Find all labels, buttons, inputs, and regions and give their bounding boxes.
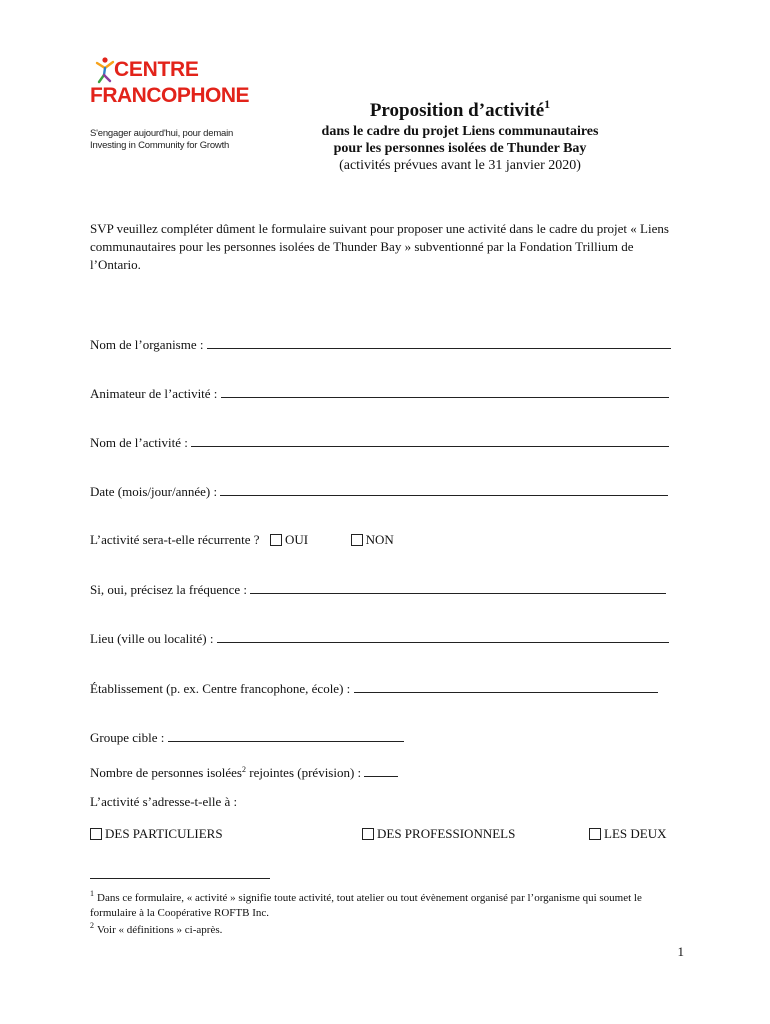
- professionnels-checkbox[interactable]: [362, 828, 374, 840]
- logo-tagline: [90, 128, 260, 152]
- organisme-input-line[interactable]: [207, 336, 671, 349]
- oui-label: OUI: [285, 532, 309, 547]
- groupe-cible-input-line[interactable]: [168, 729, 404, 742]
- subtitle-line2: pour les personnes isolées de Thunder Bay: [333, 141, 587, 156]
- lieu-input-line[interactable]: [217, 630, 669, 643]
- field-animateur: Animateur de l’activité :: [90, 385, 669, 402]
- frequence-input-line[interactable]: [250, 581, 666, 594]
- non-label: NON: [365, 532, 394, 547]
- field-date: Date (mois/jour/année) :: [90, 483, 668, 500]
- logo-tagline-en: Investing in Community for Growth: [90, 140, 230, 151]
- field-adresse: L’activité s’adresse-t-elle à :: [90, 794, 238, 809]
- logo-line1: CENTRE: [114, 58, 199, 81]
- person-figure-icon: [94, 56, 116, 84]
- nom-activite-input-line[interactable]: [191, 434, 669, 447]
- field-etablissement: Établissement (p. ex. Centre francophone, école) :: [90, 680, 658, 697]
- title-block: [280, 92, 640, 175]
- date-input-line[interactable]: [220, 483, 668, 496]
- non-checkbox[interactable]: [351, 534, 363, 546]
- audience-option-les-deux: [589, 826, 666, 842]
- footnote-divider: [90, 878, 270, 879]
- footnote-2: $^2$ Voir « définitions » ci-après.: [90, 921, 223, 936]
- professionnels-label: DES PROFESSIONNELS: [377, 826, 516, 841]
- page-number: 1: [677, 944, 684, 959]
- title-footnote-ref: 1: [544, 97, 551, 111]
- field-recurrente: L’activité sera-t-elle récurrente ? OUI NON: [90, 532, 394, 547]
- field-frequence: Si, oui, précisez la fréquence :: [90, 581, 666, 598]
- page-title: Proposition d’activité$^1$: [369, 97, 551, 121]
- footnote-1: $^1$ Dans ce formulaire, « activité » signifie toute activité, tout atelier ou tout évènement organisé par l’organisme qui soumet le formulaire à la Coopérative ROFTB Inc.: [90, 889, 642, 919]
- animateur-input-line[interactable]: [221, 385, 669, 398]
- logo-line2: FRANCOPHONE: [90, 84, 250, 107]
- particuliers-label: DES PARTICULIERS: [105, 826, 223, 841]
- logo-tagline-fr: S'engager aujourd'hui, pour demain: [90, 128, 234, 139]
- etablissement-input-line[interactable]: [354, 680, 658, 693]
- audience-option-professionnels: [362, 826, 515, 842]
- subtitle-line3: (activités prévues avant le 31 janvier 2020): [339, 158, 581, 173]
- les-deux-label: LES DEUX: [604, 826, 667, 841]
- field-lieu: Lieu (ville ou localité) :: [90, 630, 669, 647]
- nombre-input-line[interactable]: [364, 764, 398, 777]
- centre-francophone-logo: [90, 56, 250, 156]
- field-groupe-cible: Groupe cible :: [90, 729, 404, 746]
- audience-options: [90, 826, 223, 842]
- intro-paragraph: SVP veuillez compléter dûment le formulaire suivant pour proposer une activité dans le cadre du projet « Liens communautaires pour les personnes isolées de Thunder Bay » subventionné par la Fondation Trillium de l’Ontario.: [90, 221, 669, 272]
- oui-checkbox[interactable]: [270, 534, 282, 546]
- nombre-footnote-ref: 2: [242, 765, 246, 774]
- particuliers-checkbox[interactable]: [90, 828, 102, 840]
- les-deux-checkbox[interactable]: [589, 828, 601, 840]
- field-nombre: Nombre de personnes isolées$^2$ rejointes (prévision) :: [90, 762, 398, 781]
- field-organisme: Nom de l’organisme :: [90, 336, 671, 353]
- subtitle-line1: dans le cadre du projet Liens communautaires: [321, 124, 599, 139]
- field-nom-activite: Nom de l’activité :: [90, 434, 669, 451]
